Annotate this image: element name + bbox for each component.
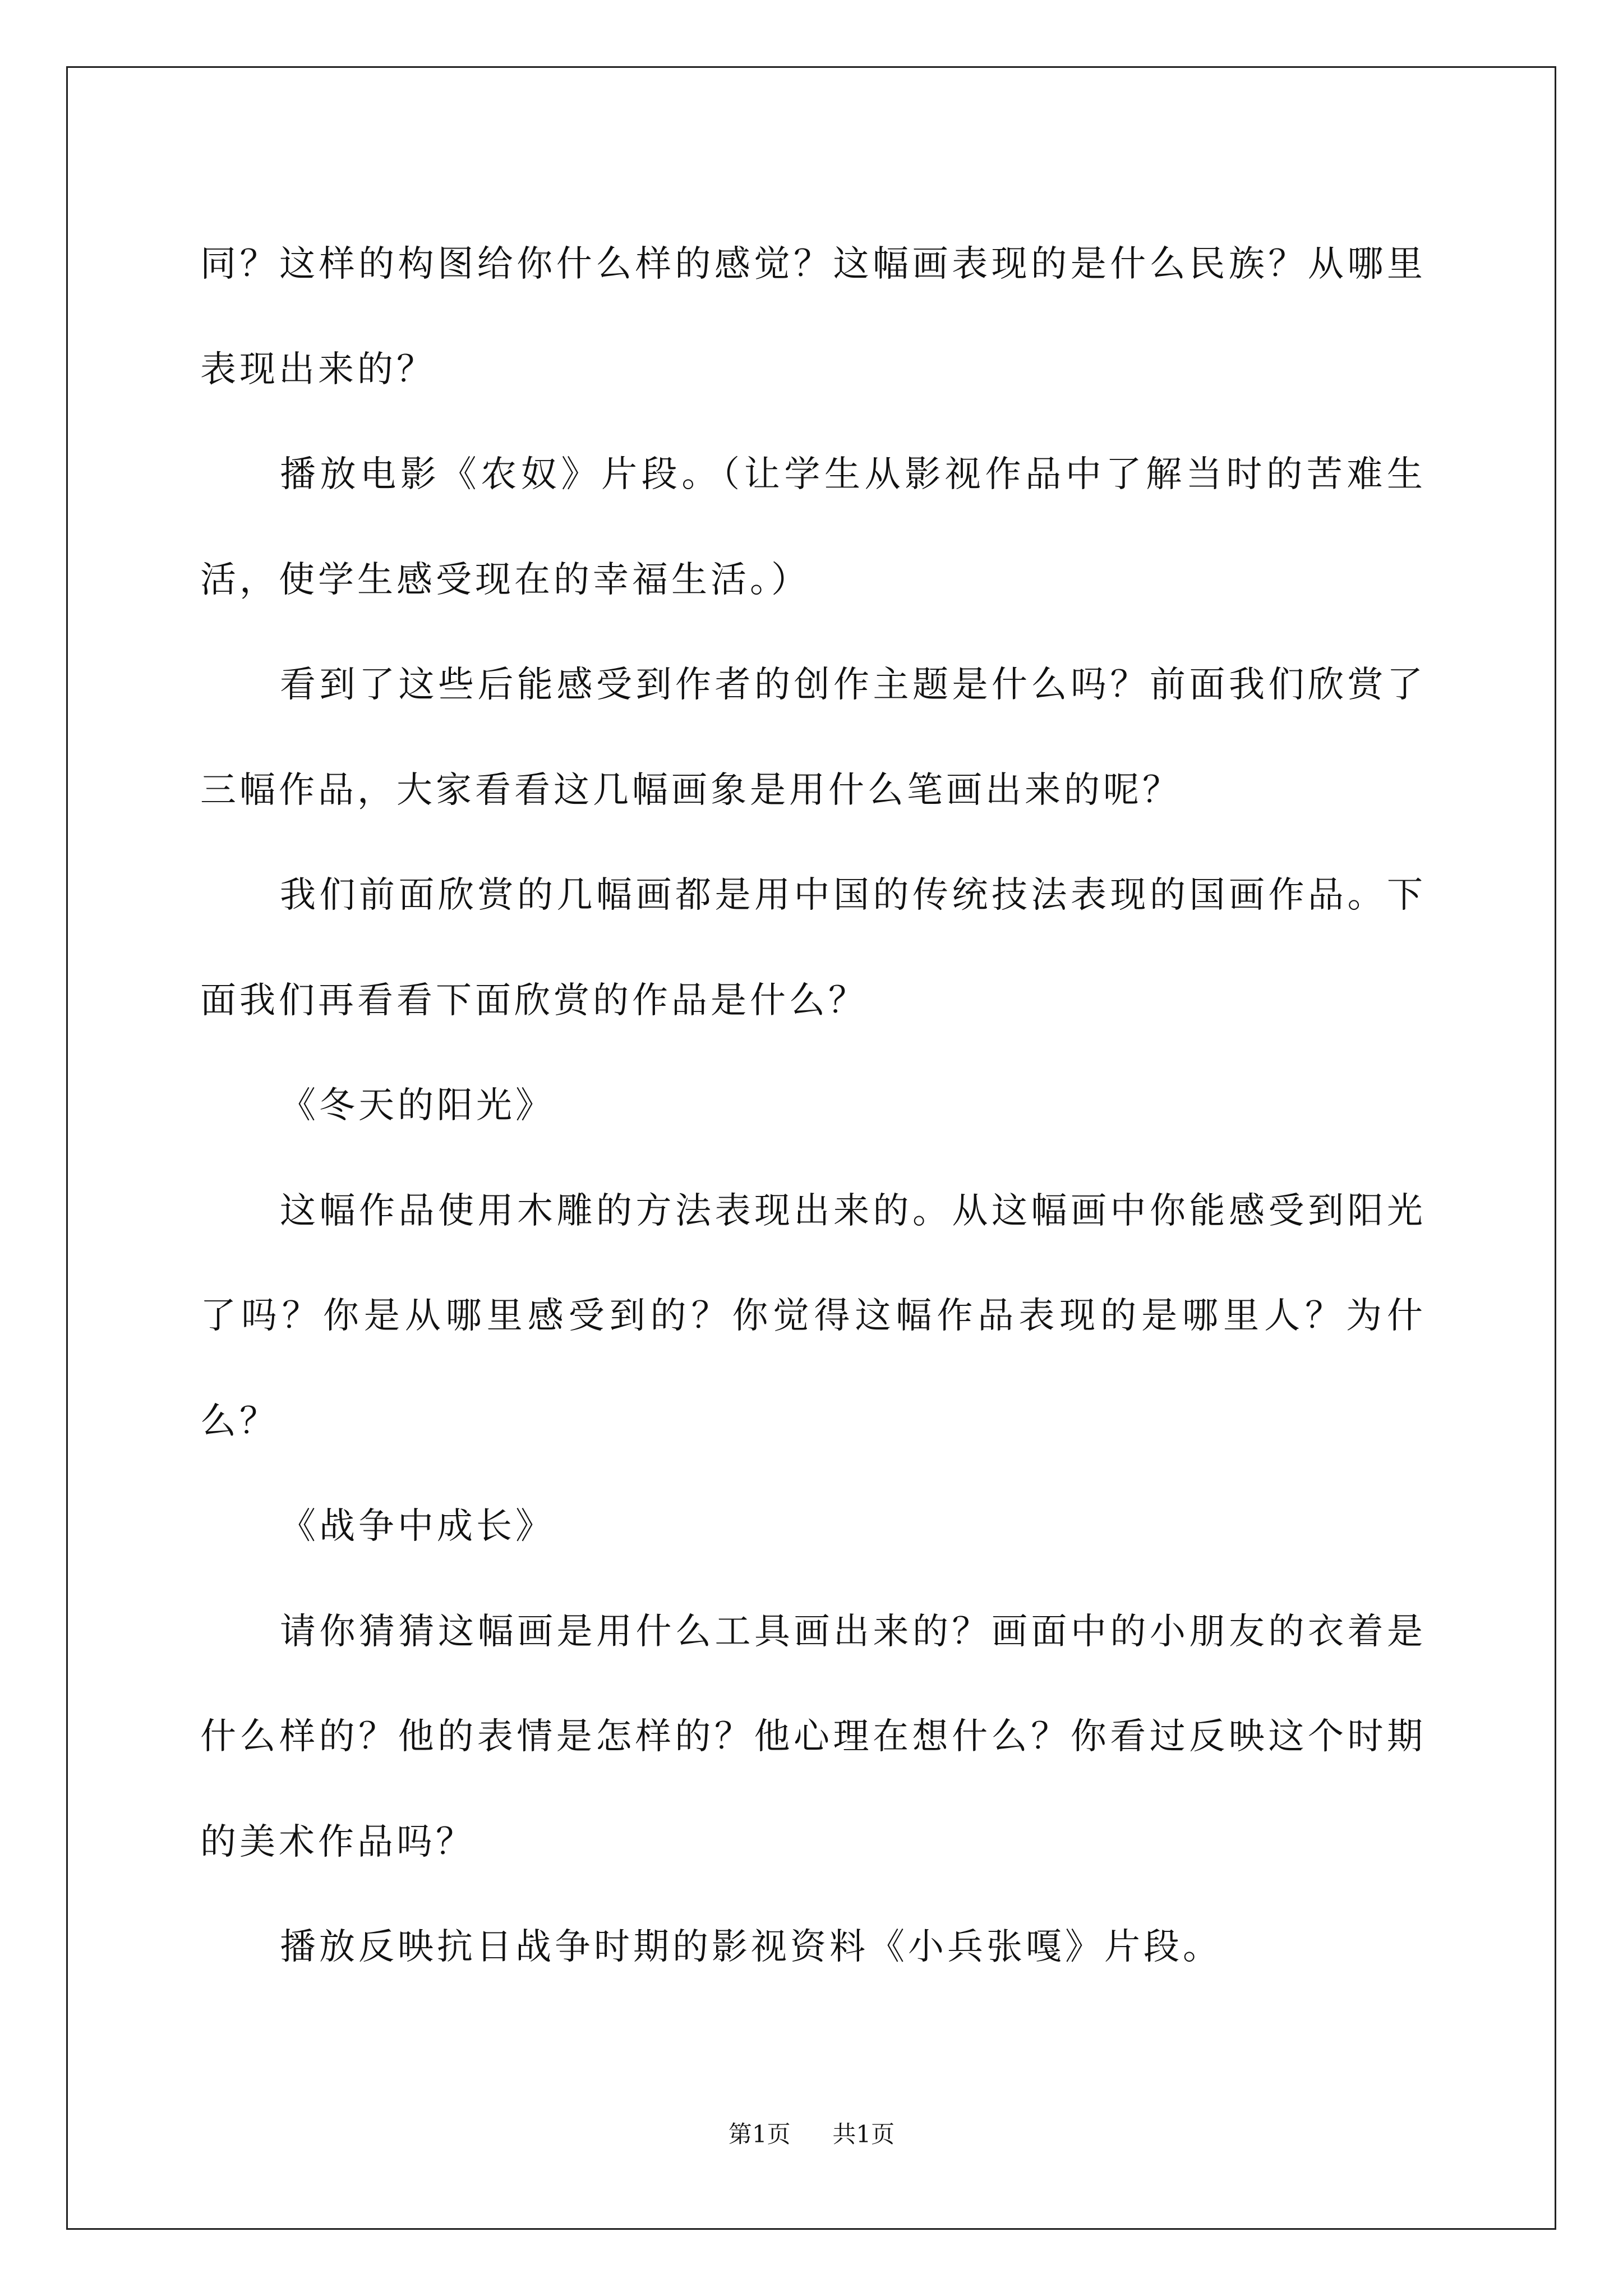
- page-number-total: 共1页: [832, 2120, 895, 2148]
- paragraph-4: 我们前面欣赏的几幅画都是用中国的传统技法表现的国画作品。下面我们再看看下面欣赏的作品是什么？: [200, 875, 1426, 1022]
- artwork-title-winter-sunshine: 《冬天的阳光》: [280, 1085, 555, 1126]
- document-body: [200, 212, 1426, 2000]
- paragraph-2: 播放电影《农奴》片段。（让学生从影视作品中了解当时的苦难生活，使学生感受现在的幸福生活。）: [200, 454, 1426, 601]
- paragraph-8: 请你猜猜这幅画是用什么工具画出来的？画面中的小朋友的衣着是什么样的？他的表情是怎样的？他心理在想什么？你看过反映这个时期的美术作品吗？: [200, 1611, 1426, 1863]
- paragraph-6: 这幅作品使用木雕的方法表现出来的。从这幅画中你能感受到阳光了吗？你是从哪里感受到的？你觉得这幅作品表现的是哪里人？为什么？: [200, 1190, 1426, 1442]
- page-number-current: 第1页: [728, 2120, 791, 2148]
- paragraph-9: 播放反映抗日战争时期的影视资料《小兵张嘎》片段。: [280, 1926, 1222, 1968]
- paragraph-1: 同？这样的构图给你什么样的感觉？这幅画表现的是什么民族？从哪里表现出来的？: [200, 243, 1426, 390]
- artwork-title-growing-in-war: 《战争中成长》: [280, 1506, 555, 1547]
- page-footer: [0, 2118, 1623, 2151]
- paragraph-3: 看到了这些后能感受到作者的创作主题是什么吗？前面我们欣赏了三幅作品，大家看看这几幅画象是用什么笔画出来的呢？: [200, 664, 1426, 811]
